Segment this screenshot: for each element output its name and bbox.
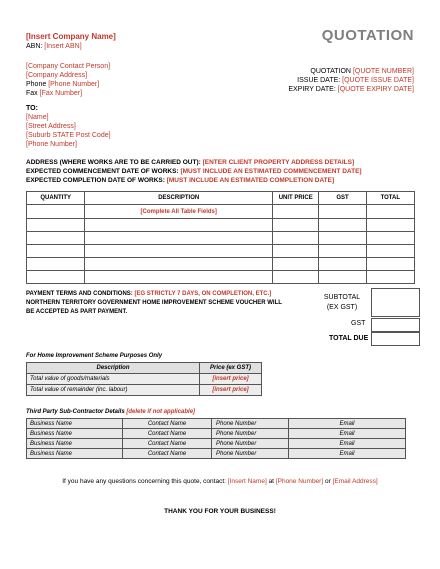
table-row [27, 232, 415, 245]
table-cell[interactable] [319, 245, 366, 258]
table-cell[interactable] [273, 245, 319, 258]
abn-label: ABN: [26, 43, 45, 50]
sub-business-name[interactable]: Business Name [27, 449, 123, 459]
works-address-label: ADDRESS (WHERE WORKS ARE TO BE CARRIED OUT): [26, 159, 203, 166]
works-completion [26, 176, 362, 185]
table-row [27, 205, 415, 219]
his-col-description: Description [27, 363, 200, 374]
issue-date-value: [QUOTE ISSUE DATE] [342, 77, 414, 84]
table-cell[interactable] [85, 245, 273, 258]
company-details [26, 62, 110, 98]
expiry-date [288, 85, 414, 94]
table-cell[interactable] [85, 232, 273, 245]
table-row [27, 429, 406, 439]
his-caption: For Home Improvement Scheme Purposes Only [26, 353, 163, 359]
his-row-value[interactable]: [insert price] [200, 385, 262, 396]
commencement-value: [MUST INCLUDE AN ESTIMATED COMMENCEMENT DATE] [180, 168, 362, 175]
table-cell[interactable] [319, 232, 366, 245]
subtotal-value-box[interactable] [371, 288, 420, 317]
sub-phone[interactable]: Phone Number [212, 449, 289, 459]
footer-contact [0, 478, 440, 485]
recipient-name: [Name] [26, 114, 49, 121]
table-cell[interactable] [85, 258, 273, 271]
payment-value: [EG STRICTLY 7 DAYS, ON COMPLETION, ETC.] [134, 291, 272, 297]
quote-number [288, 67, 414, 76]
expiry-date-value: [QUOTE EXPIRY DATE] [337, 86, 414, 93]
quote-number-label: QUOTATION [310, 68, 353, 75]
table-cell[interactable] [27, 205, 85, 219]
footer-or: or [323, 478, 333, 485]
table-cell[interactable] [366, 205, 414, 219]
payment-label: PAYMENT TERMS AND CONDITIONS: [26, 291, 135, 297]
sub-email[interactable]: Email [289, 439, 406, 449]
table-row [27, 449, 406, 459]
table-cell[interactable] [366, 245, 414, 258]
company-phone [26, 80, 110, 89]
footer-contact-phone: [Phone Number] [275, 478, 324, 485]
table-cell[interactable] [27, 245, 85, 258]
items-header-row [27, 192, 415, 205]
payment-terms [26, 290, 282, 317]
to-label: TO: [26, 105, 38, 112]
sub-email[interactable]: Email [289, 419, 406, 429]
subtotal-text: SUBTOTAL [323, 294, 361, 301]
table-cell[interactable] [273, 258, 319, 271]
subcontractor-caption-text: Third Party Sub-Contractor Details [26, 409, 127, 415]
company-contact-person: [Company Contact Person] [26, 63, 111, 70]
total-due-value-box[interactable] [371, 332, 420, 346]
sub-business-name[interactable]: Business Name [27, 419, 123, 429]
footer-contact-name: [Insert Name] [227, 478, 267, 485]
sub-email[interactable]: Email [289, 429, 406, 439]
footer-contact-prefix: If you have any questions concerning this quote, contact: [62, 478, 228, 485]
works-block [26, 158, 362, 185]
sub-contact-name[interactable]: Contact Name [123, 429, 212, 439]
works-address [26, 158, 362, 167]
completion-value: [MUST INCLUDE AN ESTIMATED COMPLETION DATE] [166, 177, 335, 184]
sub-contact-name[interactable]: Contact Name [123, 449, 212, 459]
works-commencement [26, 167, 362, 176]
his-col-price: Price (ex GST) [200, 363, 262, 374]
his-row-value[interactable]: [insert price] [200, 374, 262, 385]
recipient-suburb: [Suburb STATE Post Code] [26, 132, 111, 139]
issue-date-label: ISSUE DATE: [297, 77, 343, 84]
col-total: TOTAL [366, 192, 414, 205]
sub-phone[interactable]: Phone Number [212, 429, 289, 439]
commencement-label: EXPECTED COMMENCEMENT DATE OF WORKS: [26, 168, 181, 175]
abn-line [26, 43, 82, 50]
company-fax [26, 89, 110, 98]
completion-label: EXPECTED COMPLETION DATE OF WORKS: [26, 177, 167, 184]
table-cell[interactable] [273, 219, 319, 232]
sub-phone[interactable]: Phone Number [212, 439, 289, 449]
table-row [27, 245, 415, 258]
fax-value: [Fax Number] [39, 90, 83, 97]
sub-business-name[interactable]: Business Name [27, 429, 123, 439]
table-row [27, 439, 406, 449]
fax-label: Fax [26, 90, 40, 97]
recipient-street: [Street Address] [26, 123, 76, 130]
col-quantity: QUANTITY [27, 192, 85, 205]
recipient-phone: [Phone Number] [26, 141, 77, 148]
table-row [27, 258, 415, 271]
table-cell[interactable] [273, 271, 319, 284]
thank-you-message: THANK YOU FOR YOUR BUSINESS! [164, 508, 276, 515]
table-cell[interactable] [27, 258, 85, 271]
total-due-label: TOTAL DUE [329, 335, 369, 342]
table-cell[interactable] [319, 271, 366, 284]
phone-label: Phone [26, 81, 49, 88]
sub-business-name[interactable]: Business Name [27, 439, 123, 449]
table-cell[interactable] [319, 219, 366, 232]
sub-email[interactable]: Email [289, 449, 406, 459]
company-address: [Company Address] [26, 72, 88, 79]
quote-number-value: [QUOTE NUMBER] [352, 68, 414, 75]
page-title: QUOTATION [321, 27, 414, 44]
table-cell[interactable] [27, 232, 85, 245]
table-cell[interactable] [27, 219, 85, 232]
table-cell[interactable] [366, 258, 414, 271]
footer-contact-email: [Email Address] [332, 478, 378, 485]
table-cell[interactable] [366, 232, 414, 245]
table-row [27, 419, 406, 429]
table-cell[interactable] [319, 205, 366, 219]
col-description: DESCRIPTION [85, 192, 273, 205]
payment-terms-line2: NORTHERN TERRITORY GOVERNMENT HOME IMPROVEMENT SCHEME VOUCHER WILL [26, 300, 282, 306]
expiry-date-label: EXPIRY DATE: [288, 86, 338, 93]
col-unit-price: UNIT PRICE [273, 192, 319, 205]
issue-date [288, 76, 414, 85]
gst-value-box[interactable] [371, 318, 420, 332]
phone-value: [Phone Number] [48, 81, 100, 88]
table-row [27, 374, 262, 385]
his-header-row [27, 363, 262, 374]
quote-meta [288, 67, 414, 94]
payment-terms-line1 [26, 290, 282, 299]
table-row [27, 385, 262, 396]
table-row [27, 219, 415, 232]
ex-gst-text: (EX GST) [326, 304, 358, 311]
his-row-label: Total value of goods/materials [27, 374, 200, 385]
abn-value: [Insert ABN] [44, 43, 82, 50]
table-note[interactable]: [Complete All Table Fields] [85, 205, 273, 219]
sub-phone[interactable]: Phone Number [212, 419, 289, 429]
subcontractor-caption [26, 409, 195, 415]
payment-terms-line3: BE ACCEPTED AS PART PAYMENT. [26, 309, 128, 315]
table-cell[interactable] [273, 232, 319, 245]
sub-contact-name[interactable]: Contact Name [123, 439, 212, 449]
sub-contact-name[interactable]: Contact Name [123, 419, 212, 429]
works-address-value: [ENTER CLIENT PROPERTY ADDRESS DETAILS] [202, 159, 355, 166]
gst-label: GST [351, 320, 366, 327]
items-table [26, 191, 415, 284]
col-gst: GST [319, 192, 366, 205]
subcontractor-table [26, 418, 406, 459]
table-cell[interactable] [273, 205, 319, 219]
company-name: [Insert Company Name] [26, 32, 116, 41]
his-table [26, 362, 262, 396]
table-cell[interactable] [85, 219, 273, 232]
table-cell[interactable] [319, 258, 366, 271]
recipient-block [26, 104, 111, 149]
his-row-label: Total value of remainder (inc. labour) [27, 385, 200, 396]
subtotal-label [318, 294, 366, 311]
table-cell[interactable] [27, 271, 85, 284]
subcontractor-caption-note: [delete if not applicable] [126, 409, 196, 415]
table-cell[interactable] [366, 219, 414, 232]
footer-at: at [266, 478, 276, 485]
table-row [27, 271, 415, 284]
table-cell[interactable] [85, 271, 273, 284]
table-cell[interactable] [366, 271, 414, 284]
